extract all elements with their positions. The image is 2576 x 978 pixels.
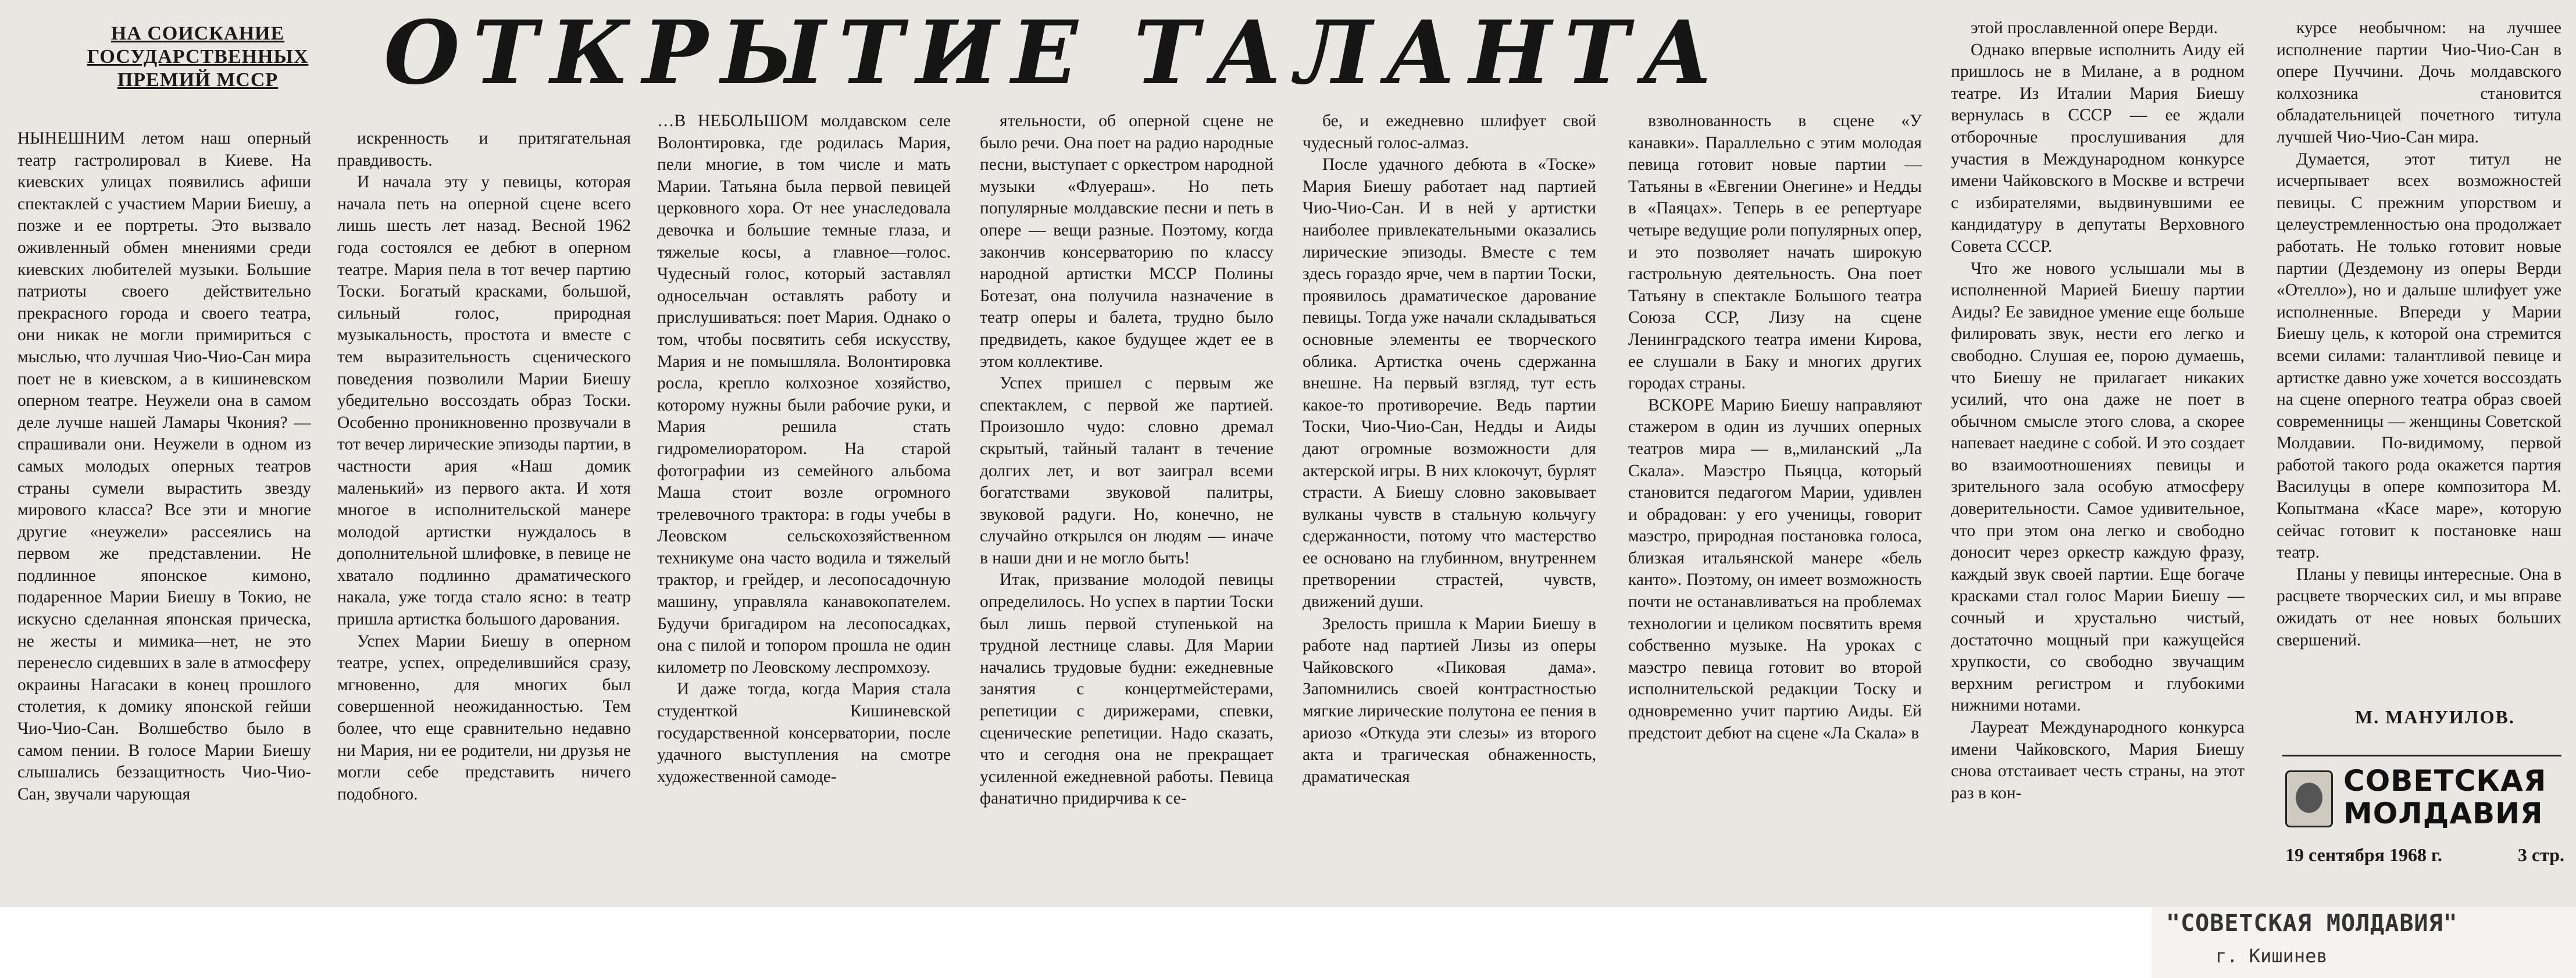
article-paragraph: Успех Марии Биешу в оперном театре, успех, определившийся сразу, мгновенно, для многих был совершенной неожиданностью. Тем более, что еще сравнительно недавно ни Мария, ни ее родители, ни друзья не могли себе представить ничего подобного. — [337, 631, 631, 804]
article-paragraph: Планы у певицы интересные. Она в расцвете творческих сил, и мы вправе ожидать от нее новых больших свершений. — [2277, 565, 2561, 649]
article-headline: ОТКРЫТИЕ ТАЛАНТА — [384, 2, 1726, 104]
article-column — [337, 128, 631, 878]
archive-stamp: "СОВЕТСКАЯ МОЛДАВИЯ" — [2166, 910, 2458, 937]
article-column — [1628, 110, 1922, 878]
newspaper-masthead — [2285, 765, 2570, 840]
article-paragraph: …В НЕБОЛЬШОМ молдавском селе Волонтировка, где родилась Мария, пели многие, в том числе и мать Марии. Татьяна была первой певицей церковного хора. От нее унаследовала девочка и большие темные глаза, и тяжелые косы, а главное—голос. Чудесный голос, который заставлял односельчан оставлять работу и прислушиваться: поет Мария. Однако о том, чтобы посвятить себя искусству, Мария и не помышляла. Волонтировка росла, крепло колхозное хозяйство, которому нужны были рабочие руки, и Мария решила стать гидромелиоратором. На старой фотографии из семейного альбома Маша стоит возле огромного трелевочного трактора: в годы учебы в Леовском сельскохозяйственном техникуме она часто водила и тяжелый трактор, и грейдер, и лесопосадочную машину, управляла канавокопателем. Будучи бригадиром на лесопосадках, она с пилой и топором прошла не один километр по Леовскому леспромхозу. — [657, 112, 951, 677]
article-column — [657, 110, 951, 861]
article-paragraph: ятельности, об оперной сцене не было речи. Она поет на радио народные песни, выступает с оркестром народной музыки «Флуераш». Но петь популярные молдавские песни и петь в опере — вещи разные. Поэтому, когда закончив консерваторию по классу народной артистки МССР Полины Ботезат, она получила назначение в театр оперы и балета, трудно было предвидеть, какое будущее ждет ее в этом коллективе. — [980, 112, 1273, 371]
article-paragraph: искренность и притягательная правдивость. — [337, 129, 631, 170]
article-paragraph: Итак, призвание молодой певицы определилось. Но успех в партии Тоски был лишь первой ступенькой на трудной лестнице славы. Для Марии начались трудовые будни: ежедневные занятия с концертмейстерами, репетиции с дирижерами, спевки, сценические репетиции. Надо сказать, что и сегодня она не прекращает усиленной ежедневной работы. Певица фанатично придирчива к се- — [980, 570, 1273, 808]
article-paragraph: Лауреат Международного конкурса имени Чайковского, Мария Биешу снова отстаивает честь страны, на этот раз в кон- — [1951, 718, 2245, 802]
newspaper-title — [2343, 765, 2570, 830]
author-signature: М. МАНУИЛОВ. — [2355, 706, 2515, 727]
rubric-line: ГОСУДАРСТВЕННЫХ — [87, 46, 309, 67]
rubric-line: НА СОИСКАНИЕ — [110, 23, 285, 44]
article-paragraph: курсе необычном: на лучшее исполнение партии Чио-Чио-Сан в опере Пуччини. Дочь молдавского колхозника становится обладательницей почетного титула лучшей Чио-Чио-Сан мира. — [2277, 19, 2561, 147]
article-column — [1303, 110, 1596, 861]
article-paragraph: Что же нового услышали мы в исполненной Марией Биешу партии Аиды? Ее завидное умение еще больше филировать звук, нести его легко и свободно. Слушая ее, порою думаешь, что Биешу не прилагает никаких усилий, что она даже не поет в обычном смысле этого слова, а скорее напевает наедине с собой. И это создает во взаимоотношениях певицы и зрительного зала особую атмосферу доверительности. Самое удивительное, что при этом она легко и свободно доносит через оркестр каждую фразу, каждый звук своей партии. Еще богаче красками стал голос Марии Биешу — сочный и хрустально чистый, достаточно мощный при кажущейся хрупкости, со свободно звучащим верхним регистром и глубокими нижними нотами. — [1951, 259, 2245, 715]
article-paragraph: этой прославленной опере Верди. — [1971, 19, 2218, 37]
article-paragraph: Думается, этот титул не исчерпывает всех возможностей певицы. С прежним упорством и целеустремленностью она продолжает работать. Не только готовит новые партии (Дездемону из оперы Верди «Отелло»), но и дальше шлифует уже исполненные. Впереди у Марии Биешу цель, к которой она стремится всеми силами: талантливой певице и артистке давно уже хочется воссоздать на сцене оперного театра образ своей современницы — женщины Советской Молдавии. По-видимому, первой работой такого рода окажется партия Василуцы в опере композитора М. Копытмана «Касе маре», которую сейчас готовит к постановке наш театр. — [2277, 149, 2561, 562]
article-paragraph: И даже тогда, когда Мария стала студенткой Кишиневской государственной консерватории, после удачного выступления на смотре художественной самоде- — [657, 680, 951, 786]
newspaper-title-line: СОВЕТСКАЯ — [2343, 764, 2547, 798]
rubric — [76, 22, 320, 92]
article-column — [17, 128, 311, 878]
article-paragraph: взволнованность в сцене «У канавки». Параллельно с этим молодая певица готовит новые партии — Татьяны в «Евгении Онегине» и Недды в «Паяцах». Теперь в ее репертуаре четыре ведущие роли популярных опер, и это позволяет начать широкую гастрольную деятельность. Она поет Татьяну в спектакле Большого театра Союза ССР, Лизу на сцене Ленинградского театра имени Кирова, ее слушали в Баку и многих других городах страны. — [1628, 112, 1922, 393]
rubric-line: ПРЕМИЙ МССР — [117, 69, 279, 91]
page-number: 3 стр. — [2517, 844, 2564, 865]
article-paragraph: ВСКОРЕ Марию Биешу направляют стажером в один из лучших оперных театров мира — в„миланский „Ла Скала». Маэстро Пьяцца, который становится педагогом Марии, удивлен и обрадован: у его ученицы, говорит маэстро, природная постановка голоса, близкая итальянской манере «бель канто». Поэтому, он имеет возможность почти не останавливаться на проблемах технологии и целиком посвятить время собственно музыке. На уроках с маэстро певица готовит во второй исполнительской редакции Тоску и одновременно учит партию Аиды. Ей предстоит дебют на сцене «Ла Скала» в — [1628, 395, 1922, 743]
article-paragraph: И начала эту у певицы, которая начала петь на оперной сцене всего лишь шесть лет назад. Весной 1962 года состоялся ее дебют в оперном театре. Мария пела в тот вечер партию Тоски. Богатый красками, большой, сильный голос, природная музыкальность, простота и вместе с тем выразительность сценического поведения позволили Марии Биешу убедительно воссоздать образ Тоски. Особенно проникновенно прозвучали в тот вечер лирические эпизоды партии, в частности ария «Наш домик маленький» из первого акта. И хотя многое в исполнительской манере молодой артистки нуждалось в дополнительной шлифовке, в певице не хватало подлинно драматического накала, уже тогда стало ясно: в театр пришла артистка большого дарования. — [337, 173, 631, 629]
article-paragraph: Успех пришел с первым же спектаклем, с первой же партией. Произошло чудо: словно дремал скрытый, тайный талант в течение долгих лет, и вот заиграл всеми богатствами звуковой палитры, звуковой радуги. Но, конечно, не случайно открылся он людям — иначе в наши дни и не могло быть! — [980, 374, 1273, 567]
newspaper-title-line: МОЛДАВИЯ — [2343, 797, 2543, 830]
divider — [2282, 755, 2561, 756]
article-paragraph: бе, и ежедневно шлифует свой чудесный голос-алмаз. — [1303, 112, 1596, 152]
article-paragraph: НЫНЕШНИМ летом наш оперный театр гастролировал в Киеве. На киевских улицах появились афиши спектаклей с участием Марии Биешу, а позже и ее портреты. Это вызвало оживленный обмен мнениями среди киевских любителей музыки. Большие патриоты своего действительно прекрасного города и своего театра, они никак не могли примириться с мыслью, что лучшая Чио-Чио-Сан мира поет не в киевском, а в кишиневском оперном театре. Неужели она в самом деле лучше нашей Ламары Чкония? — спрашивали они. Неужели в одном из самых молодых оперных театров страны сумели вырастить звезду мирового класса? Все эти и многие другие «неужели» рассеялись на первом же представлении. Не подлинное японское кимоно, подаренное Марии Биешу в Токио, не искусно сделанная японская прическа, не жесты и мимика—нет, не это перенесло сидевших в зале в атмосферу окраины Нагасаки в конец прошлого столетия, к домику японской гейши Чио-Чио-Сан. Волшебство было в самом пении. В голосе Марии Биешу слышались беззащитность Чио-Чио-Сан, звучали чарующая — [17, 129, 311, 804]
article-paragraph: После удачного дебюта в «Тоске» Мария Биешу работает над партией Чио-Чио-Сан. И в ней у артистки наиболее привлекательными оказались лирические эпизоды. Вместе с тем здесь гораздо ярче, чем в партии Тоски, проявилось драматическое дарование певицы. Тогда уже начали складываться основные элементы ее творческого облика. Артистка очень сдержанна внешне. На первый взгляд, тут есть какое-то противоречие. Ведь партии Тоски, Чио-Чио-Сан, Недды и Аиды дают огромные возможности для актерской игры. В них клокочут, бурлят страсти. А Биешу словно заковывает вулканы чувств в стальную кольчугу сдержанности, потому что мастерство ее основано на глубинном, внутреннем претворении страстей, чувств, движений души. — [1303, 155, 1596, 612]
issue-date: 19 сентября 1968 г. — [2285, 844, 2442, 865]
article-column — [2277, 17, 2561, 733]
article-paragraph: Зрелость пришла к Марии Биешу в работе над партией Лизы из оперы Чайковского «Пиковая дама». Запомнились своей контрастностью мягкие лирические полутона ее пения в ариозо «Откуда эти слезы» из второго акта и трагическая обнаженность, драматическая — [1303, 614, 1596, 786]
newspaper-emblem-icon — [2285, 770, 2333, 827]
archive-stamp-city: г. Кишинев — [2215, 945, 2328, 967]
article-paragraph: Однако впервые исполнить Аиду ей пришлось не в Милане, а в родном театре. Из Италии Мария Биешу вернулась в СССР — ее ждали отборочные прослушивания для участия в Международном конкурсе имени Чайковского в Москве и встречи с избирателями, выдвинувшими ее кандидатуру в депутаты Верховного Совета СССР. — [1951, 40, 2245, 256]
article-column — [1951, 17, 2245, 875]
article-column — [980, 110, 1273, 861]
dateline — [2285, 844, 2564, 866]
